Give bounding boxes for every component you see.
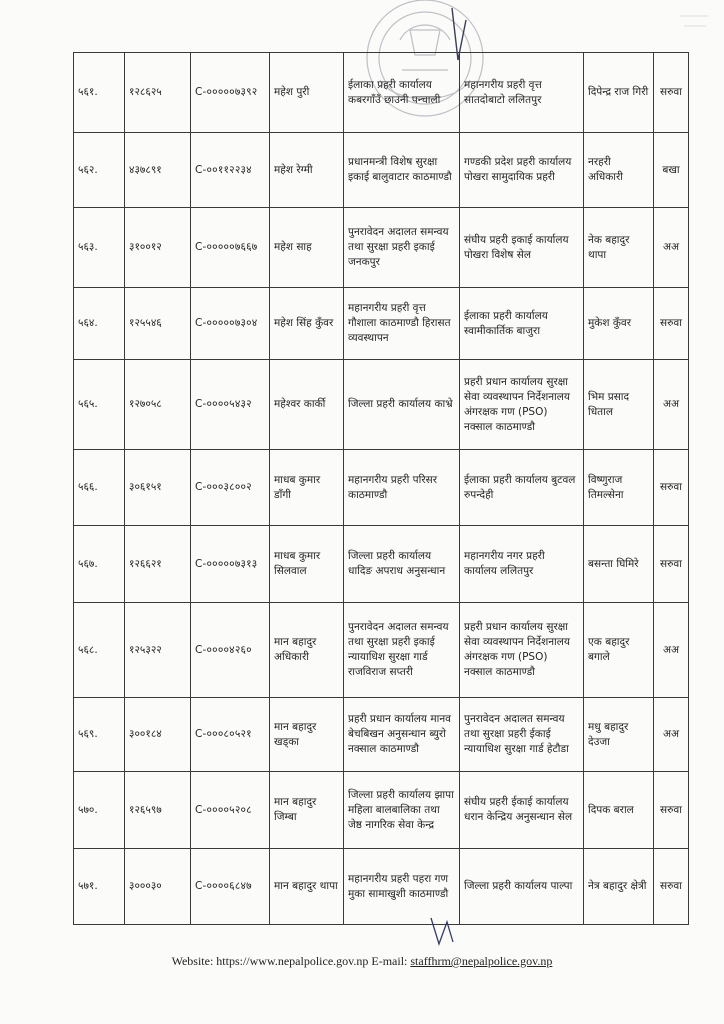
serial-number-cell: ५६३. (74, 208, 125, 288)
current-office-cell: महानगरीय प्रहरी पहरा गण मुका सामाखुशी काठमाण्डौ (344, 849, 460, 925)
employee-name-cell: महेश रेग्मी (270, 133, 344, 208)
employee-name-cell: महेश्वर कार्की (270, 360, 344, 450)
serial-number-cell: ५६६. (74, 450, 125, 526)
approver-cell: नेक बहादुर थापा (584, 208, 654, 288)
new-office-cell: संघीय प्रहरी इकाई कार्यालय पोखरा विशेष सेल (460, 208, 584, 288)
table-row (74, 360, 689, 450)
serial-number-cell: ५६७. (74, 526, 125, 603)
table-row (74, 698, 689, 772)
table-row (74, 526, 689, 603)
table-row (74, 450, 689, 526)
status-cell: अअ (654, 208, 689, 288)
current-office-cell: जिल्ला प्रहरी कार्यालय झापा महिला बालबालिका तथा जेष्ठ नागरिक सेवा केन्द्र (344, 772, 460, 849)
employee-number-cell: ३०००३० (125, 849, 191, 925)
employee-number-cell: ४३७८९१ (125, 133, 191, 208)
transfer-list-table (73, 52, 689, 925)
status-cell: सरुवा (654, 53, 689, 133)
code-cell: C-०००००७६६७ (191, 208, 270, 288)
serial-number-cell: ५७१. (74, 849, 125, 925)
new-office-cell: ईलाका प्रहरी कार्यालय स्वामीकार्तिक बाजुरा (460, 288, 584, 360)
employee-number-cell: १२७०५८ (125, 360, 191, 450)
table-row (74, 208, 689, 288)
employee-name-cell: माधब कुमार सिलवाल (270, 526, 344, 603)
status-cell: सरुवा (654, 450, 689, 526)
serial-number-cell: ५६५. (74, 360, 125, 450)
table-row (74, 133, 689, 208)
employee-number-cell: १२५५४६ (125, 288, 191, 360)
table-row (74, 849, 689, 925)
approver-cell: दिपेन्द्र राज गिरी (584, 53, 654, 133)
approver-cell: नरहरी अधिकारी (584, 133, 654, 208)
current-office-cell: पुनरावेदन अदालत समन्वय तथा सुरक्षा प्रहरी इकाई न्यायाधिश सुरक्षा गार्ड राजविराज सप्तरी (344, 603, 460, 698)
status-cell: अअ (654, 603, 689, 698)
current-office-cell: जिल्ला प्रहरी कार्यालय धादिङ अपराध अनुसन्धान (344, 526, 460, 603)
current-office-cell: महानगरीय प्रहरी परिसर काठमाण्डौ (344, 450, 460, 526)
approver-cell: भिम प्रसाद धिताल (584, 360, 654, 450)
current-office-cell: जिल्ला प्रहरी कार्यालय काभ्रे (344, 360, 460, 450)
employee-number-cell: १२६६२१ (125, 526, 191, 603)
corner-mark (674, 6, 714, 46)
approver-cell: विष्णुराज तिमल्सेना (584, 450, 654, 526)
status-cell: अअ (654, 360, 689, 450)
table-row (74, 53, 689, 133)
new-office-cell: महानगरीय प्रहरी वृत्त सातदोबाटो ललितपुर (460, 53, 584, 133)
table-row (74, 288, 689, 360)
approver-cell: बसन्ता घिमिरे (584, 526, 654, 603)
new-office-cell: पुनरावेदन अदालत समन्वय तथा सुरक्षा प्रहरी ईकाई न्यायाधिश सुरक्षा गार्ड हेटौडा (460, 698, 584, 772)
new-office-cell: महानगरीय नगर प्रहरी कार्यालय ललितपुर (460, 526, 584, 603)
new-office-cell: ईलाका प्रहरी कार्यालय बुटवल रुपन्देही (460, 450, 584, 526)
employee-name-cell: महेश पुरी (270, 53, 344, 133)
code-cell: C-००००५४३२ (191, 360, 270, 450)
footer-website-text: Website: https://www.nepalpolice.gov.np E-mail: (171, 954, 411, 968)
approver-cell: एक बहादुर बगाले (584, 603, 654, 698)
employee-number-cell: ३००१८४ (125, 698, 191, 772)
employee-name-cell: मान बहादुर खड्का (270, 698, 344, 772)
employee-number-cell: १२५३२२ (125, 603, 191, 698)
status-cell: सरुवा (654, 772, 689, 849)
new-office-cell: गण्डकी प्रदेश प्रहरी कार्यालय पोखरा सामुदायिक प्रहरी (460, 133, 584, 208)
current-office-cell: प्रधानमन्त्री विशेष सुरक्षा इकाई बालुवाटार काठमाण्डौ (344, 133, 460, 208)
serial-number-cell: ५६९. (74, 698, 125, 772)
code-cell: C-०००००७३९२ (191, 53, 270, 133)
employee-name-cell: महेश साह (270, 208, 344, 288)
new-office-cell: संघीय प्रहरी ईकाई कार्यालय धरान केन्द्रिय अनुसन्धान सेल (460, 772, 584, 849)
employee-name-cell: माधब कुमार डाँगी (270, 450, 344, 526)
serial-number-cell: ५६१. (74, 53, 125, 133)
status-cell: सरुवा (654, 526, 689, 603)
new-office-cell: जिल्ला प्रहरी कार्यालय पाल्पा (460, 849, 584, 925)
employee-number-cell: १२६५९७ (125, 772, 191, 849)
code-cell: C-०००३८००२ (191, 450, 270, 526)
employee-number-cell: ३०६१५१ (125, 450, 191, 526)
approver-cell: मधु बहादुर देउजा (584, 698, 654, 772)
code-cell: C-०००००७३१३ (191, 526, 270, 603)
page-footer (0, 954, 724, 969)
footer-email-link[interactable]: staffhrm@nepalpolice.gov.np (410, 954, 553, 968)
code-cell: C-००००६८४७ (191, 849, 270, 925)
serial-number-cell: ५७०. (74, 772, 125, 849)
employee-name-cell: मान बहादुर थापा (270, 849, 344, 925)
new-office-cell: प्रहरी प्रधान कार्यालय सुरक्षा सेवा व्यवस्थापन निर्देशनालय अंगरक्षक गण (PSO) नक्साल काठमाण्डौ (460, 360, 584, 450)
code-cell: C-०००८०५२१ (191, 698, 270, 772)
employee-name-cell: मान बहादुर अधिकारी (270, 603, 344, 698)
employee-name-cell: महेश सिंह कुँवर (270, 288, 344, 360)
current-office-cell: ईलाका प्रहरी कार्यालय कबरगाँउँ छाउनी पन्चाली (344, 53, 460, 133)
employee-number-cell: ३१००१२ (125, 208, 191, 288)
new-office-cell: प्रहरी प्रधान कार्यालय सुरक्षा सेवा व्यवस्थापन निर्देशनालय अंगरक्षक गण (PSO) नक्साल काठमाण्डौ (460, 603, 584, 698)
employee-name-cell: मान बहादुर जिम्बा (270, 772, 344, 849)
employee-number-cell: १२८६२५ (125, 53, 191, 133)
current-office-cell: महानगरीय प्रहरी वृत्त गौशाला काठमाण्डौ हिरासत व्यवस्थापन (344, 288, 460, 360)
status-cell: बखा (654, 133, 689, 208)
signature-mark (427, 912, 457, 948)
status-cell: सरुवा (654, 849, 689, 925)
serial-number-cell: ५६२. (74, 133, 125, 208)
status-cell: अअ (654, 698, 689, 772)
approver-cell: नेत्र बहादुर क्षेत्री (584, 849, 654, 925)
table-row (74, 603, 689, 698)
code-cell: C-००००५२०८ (191, 772, 270, 849)
code-cell: C-०००००७३०४ (191, 288, 270, 360)
code-cell: C-००११२२३४ (191, 133, 270, 208)
current-office-cell: पुनरावेदन अदालत समन्वय तथा सुरक्षा प्रहरी इकाई जनकपुर (344, 208, 460, 288)
approver-cell: दिपक बराल (584, 772, 654, 849)
current-office-cell: प्रहरी प्रधान कार्यालय मानव बेचबिखन अनुसन्धान ब्युरो नक्साल काठमाण्डौ (344, 698, 460, 772)
code-cell: C-००००४२६० (191, 603, 270, 698)
serial-number-cell: ५६८. (74, 603, 125, 698)
status-cell: सरुवा (654, 288, 689, 360)
approver-cell: मुकेश कुँवर (584, 288, 654, 360)
serial-number-cell: ५६४. (74, 288, 125, 360)
table-row (74, 772, 689, 849)
